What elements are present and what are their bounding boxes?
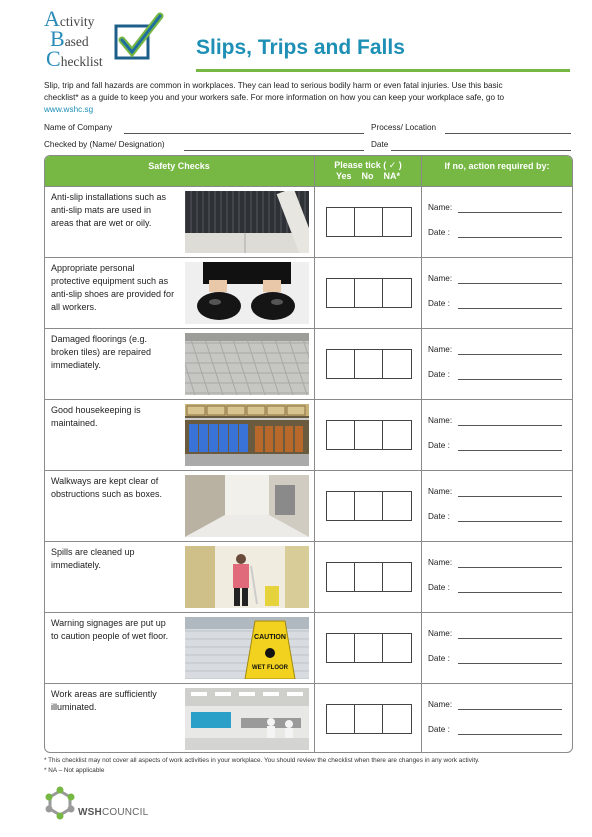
- tick-boxes: [326, 420, 412, 450]
- table-row: [45, 541, 572, 613]
- action-date-field[interactable]: [428, 654, 568, 663]
- footnote-2: * NA – Not applicable: [44, 767, 105, 774]
- tick-box-no[interactable]: [355, 563, 383, 591]
- safety-check-text: Anti-slip installations such as anti-slip mats are used in areas that are wet or oily.: [51, 192, 167, 228]
- wsh-council-logo: [44, 785, 164, 825]
- date-line[interactable]: [391, 150, 571, 151]
- safety-check-text: Warning signages are put up to caution people of wet floor.: [51, 618, 169, 641]
- tick-boxes: [326, 349, 412, 379]
- tick-boxes: [326, 491, 412, 521]
- action-date-field[interactable]: [428, 370, 568, 379]
- table-row: [45, 399, 572, 471]
- footnote-1: * This checklist may not cover all aspects of work activities in your workplace. You should review the checklist when there are changes in any work activity.: [44, 757, 480, 764]
- tick-box-na[interactable]: [383, 350, 411, 378]
- safety-check-text: Work areas are sufficiently illuminated.: [51, 689, 157, 712]
- wsh-molecule-icon: [44, 785, 76, 821]
- action-date-label: Date :: [428, 228, 450, 237]
- tiled-floor-photo: [185, 333, 309, 395]
- action-name-label: Name:: [428, 416, 453, 425]
- process-line[interactable]: [445, 133, 571, 134]
- wsh-council-text: WSHCOUNCIL: [78, 807, 149, 818]
- action-name-line[interactable]: [458, 212, 562, 213]
- action-date-line[interactable]: [458, 308, 562, 309]
- action-date-field[interactable]: [428, 725, 568, 734]
- intro-text: [44, 80, 576, 116]
- action-date-field[interactable]: [428, 512, 568, 521]
- company-label: Name of Company: [44, 123, 113, 132]
- action-name-line[interactable]: [458, 354, 562, 355]
- action-name-line[interactable]: [458, 709, 562, 710]
- action-date-field[interactable]: [428, 299, 568, 308]
- intro-line-1: Slip, trip and fall hazards are common in workplaces. They can lead to serious bodily harm or even fatal injuries. Use this basic: [44, 81, 503, 90]
- checkmark-icon: [112, 12, 166, 62]
- tick-boxes: [326, 704, 412, 734]
- header-safety-checks: Safety Checks: [148, 161, 210, 171]
- tick-box-no[interactable]: [355, 492, 383, 520]
- table-row: [45, 328, 572, 400]
- date-field[interactable]: [371, 140, 571, 149]
- tick-box-na[interactable]: [383, 492, 411, 520]
- action-name-label: Name:: [428, 558, 453, 567]
- safety-check-text: Appropriate personal protective equipment such as anti-slip shoes are provided for all workers.: [51, 263, 175, 312]
- action-name-field[interactable]: [428, 203, 568, 212]
- tick-box-no[interactable]: [355, 634, 383, 662]
- anti-slip-mat-photo: [185, 191, 309, 253]
- table-row: [45, 470, 572, 542]
- tick-box-yes[interactable]: [327, 350, 355, 378]
- action-date-label: Date :: [428, 725, 450, 734]
- tick-box-na[interactable]: [383, 208, 411, 236]
- tick-box-yes[interactable]: [327, 421, 355, 449]
- safety-shoes-photo: [185, 262, 309, 324]
- safety-checks-table: [44, 155, 573, 753]
- action-name-line[interactable]: [458, 567, 562, 568]
- header-please-tick: [315, 160, 421, 181]
- tick-box-na[interactable]: [383, 563, 411, 591]
- action-name-label: Name:: [428, 274, 453, 283]
- header-action-required: If no, action required by:: [444, 161, 550, 171]
- checked-by-field[interactable]: [44, 140, 364, 149]
- action-date-line[interactable]: [458, 450, 562, 451]
- action-name-line[interactable]: [458, 425, 562, 426]
- action-date-field[interactable]: [428, 441, 568, 450]
- action-date-line[interactable]: [458, 379, 562, 380]
- action-date-line[interactable]: [458, 663, 562, 664]
- action-name-label: Name:: [428, 345, 453, 354]
- lit-workspace-photo: [185, 688, 309, 750]
- table-row: [45, 612, 572, 684]
- tick-box-no[interactable]: [355, 208, 383, 236]
- action-date-label: Date :: [428, 654, 450, 663]
- action-name-field[interactable]: [428, 487, 568, 496]
- tick-box-na[interactable]: [383, 279, 411, 307]
- table-header: [45, 156, 572, 186]
- action-name-line[interactable]: [458, 283, 562, 284]
- action-name-field[interactable]: [428, 274, 568, 283]
- action-date-label: Date :: [428, 512, 450, 521]
- process-field[interactable]: [371, 123, 571, 132]
- action-name-line[interactable]: [458, 638, 562, 639]
- company-line[interactable]: [124, 133, 364, 134]
- abc-logo: [44, 6, 174, 74]
- tick-box-no[interactable]: [355, 421, 383, 449]
- action-name-label: Name:: [428, 203, 453, 212]
- action-name-field[interactable]: [428, 416, 568, 425]
- svg-text:CAUTION: CAUTION: [254, 634, 286, 641]
- checked-by-label: Checked by (Name/ Designation): [44, 140, 165, 149]
- storage-shelves-photo: [185, 404, 309, 466]
- action-date-label: Date :: [428, 441, 450, 450]
- tick-boxes: [326, 633, 412, 663]
- action-name-field[interactable]: [428, 629, 568, 638]
- tick-box-yes[interactable]: [327, 208, 355, 236]
- action-date-label: Date :: [428, 583, 450, 592]
- action-date-field[interactable]: [428, 583, 568, 592]
- date-label: Date: [371, 140, 389, 149]
- tick-box-na[interactable]: [383, 421, 411, 449]
- action-date-line[interactable]: [458, 237, 562, 238]
- action-name-label: Name:: [428, 700, 453, 709]
- action-date-label: Date :: [428, 299, 450, 308]
- action-date-label: Date :: [428, 370, 450, 379]
- tick-box-yes[interactable]: [327, 563, 355, 591]
- header-yes-no-na: Yes No NA*: [335, 171, 401, 181]
- tick-box-no[interactable]: [355, 705, 383, 733]
- tick-box-na[interactable]: [383, 705, 411, 733]
- safety-check-text: Walkways are kept clear of obstructions such as boxes.: [51, 476, 163, 499]
- safety-check-text: Good housekeeping is maintained.: [51, 405, 141, 428]
- company-field[interactable]: [44, 123, 364, 132]
- page-title: Slips, Trips and Falls: [196, 36, 405, 59]
- logo-line-activity: Activity: [44, 6, 95, 31]
- safety-check-text: Spills are cleaned up immediately.: [51, 547, 135, 570]
- clear-walkway-photo: [185, 475, 309, 537]
- tick-boxes: [326, 562, 412, 592]
- logo-line-based: Based: [50, 26, 89, 51]
- action-date-line[interactable]: [458, 734, 562, 735]
- mopping-spill-photo: [185, 546, 309, 608]
- tick-box-yes[interactable]: [327, 492, 355, 520]
- wshc-link[interactable]: www.wshc.sg: [44, 105, 94, 114]
- process-label: Process/ Location: [371, 123, 437, 132]
- tick-box-no[interactable]: [355, 350, 383, 378]
- tick-boxes: [326, 207, 412, 237]
- action-name-label: Name:: [428, 487, 453, 496]
- title-underline: [196, 69, 570, 72]
- tick-box-na[interactable]: [383, 634, 411, 662]
- tick-box-no[interactable]: [355, 279, 383, 307]
- header-tick-label: Please tick ( ✓ ): [334, 160, 402, 170]
- tick-box-yes[interactable]: [327, 279, 355, 307]
- table-row: [45, 186, 572, 258]
- tick-box-yes[interactable]: [327, 705, 355, 733]
- svg-text:WET FLOOR: WET FLOOR: [252, 665, 288, 671]
- intro-line-2: checklist* as a guide to keep you and your workers safe. For more information on how you can keep your workplace safe, go to: [44, 93, 505, 102]
- action-name-field[interactable]: [428, 345, 568, 354]
- action-date-field[interactable]: [428, 228, 568, 237]
- table-row: [45, 257, 572, 329]
- checked-by-line[interactable]: [184, 150, 364, 151]
- action-date-line[interactable]: [458, 592, 562, 593]
- tick-box-yes[interactable]: [327, 634, 355, 662]
- wet-floor-sign-photo: [185, 617, 309, 679]
- logo-line-checklist: Checklist: [46, 46, 103, 71]
- action-date-line[interactable]: [458, 521, 562, 522]
- tick-boxes: [326, 278, 412, 308]
- action-name-label: Name:: [428, 629, 453, 638]
- table-row: [45, 683, 572, 753]
- safety-check-text: Damaged floorings (e.g. broken tiles) are repaired immediately.: [51, 334, 152, 370]
- action-name-line[interactable]: [458, 496, 562, 497]
- action-name-field[interactable]: [428, 700, 568, 709]
- action-name-field[interactable]: [428, 558, 568, 567]
